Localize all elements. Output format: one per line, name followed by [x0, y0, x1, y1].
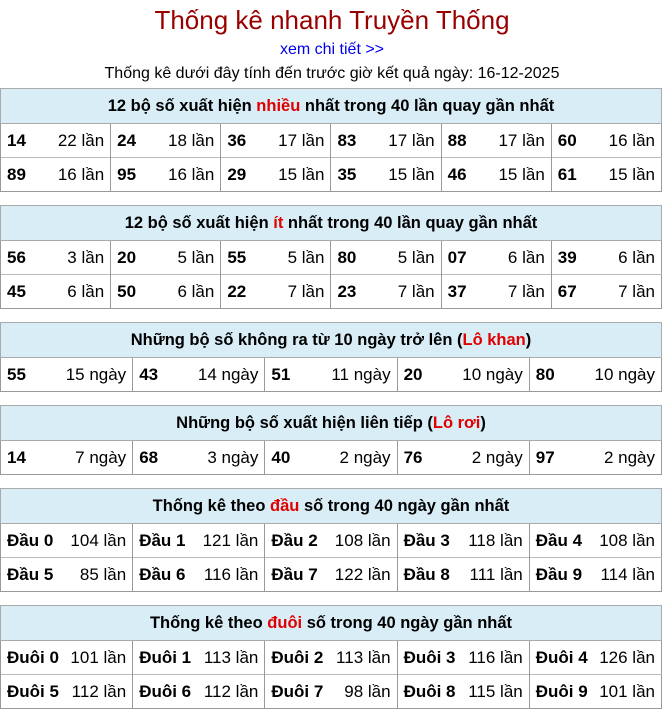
stat-key: Đầu 1 — [139, 530, 186, 550]
table-row — [1, 675, 662, 709]
table-row — [1, 158, 662, 192]
stat-count: 5 lần — [287, 247, 325, 267]
stat-cell — [529, 441, 661, 475]
stat-cell — [1, 124, 111, 158]
stat-count: 112 lần — [71, 681, 127, 701]
stat-cell — [441, 124, 551, 158]
stat-key: 80 — [337, 247, 357, 267]
stat-key: 80 — [535, 364, 555, 384]
stat-key: 89 — [7, 164, 26, 184]
table-row — [1, 358, 662, 392]
stat-count: 116 lần — [203, 564, 259, 584]
stat-cell — [551, 158, 661, 192]
stat-key: 07 — [447, 247, 467, 267]
heading-highlight: đuôi — [267, 613, 303, 632]
table-row — [1, 641, 662, 675]
stat-key: 14 — [7, 447, 26, 467]
stat-count: 10 ngày — [462, 364, 523, 384]
stat-key: 55 — [227, 247, 247, 267]
stat-cell — [1, 641, 133, 675]
stat-count: 111 lần — [469, 564, 523, 584]
stat-count: 11 ngày — [331, 364, 391, 384]
stat-key: 50 — [117, 281, 137, 301]
stat-key: Đầu 2 — [271, 530, 318, 550]
stat-count: 2 ngày — [603, 447, 655, 467]
stat-cell — [551, 241, 661, 275]
stat-key: 43 — [139, 364, 159, 384]
stat-key: 88 — [447, 130, 467, 150]
stat-key: Đuôi 3 — [403, 647, 456, 667]
stat-count: 7 lần — [287, 281, 325, 301]
most-frequent-table — [0, 88, 662, 192]
stat-cell — [133, 358, 265, 392]
stat-key: Đầu 8 — [403, 564, 450, 584]
heading-text: Những bộ số xuất hiện liên tiếp ( — [176, 413, 433, 432]
stat-key: Đầu 6 — [139, 564, 186, 584]
stat-count: 15 lần — [388, 164, 435, 184]
stat-key: Đuôi 7 — [271, 681, 324, 701]
stat-key: 37 — [447, 281, 467, 301]
stat-cell — [331, 124, 441, 158]
stat-cell — [133, 641, 265, 675]
stat-count: 18 lần — [167, 130, 215, 150]
table-row — [1, 241, 662, 275]
stat-count: 15 lần — [608, 164, 655, 184]
stat-cell — [265, 558, 397, 592]
stat-cell — [133, 558, 265, 592]
stat-cell — [111, 158, 221, 192]
stat-cell — [111, 124, 221, 158]
stat-count: 101 lần — [599, 681, 655, 701]
stat-cell — [397, 524, 529, 558]
date-subtitle: Thống kê dưới đây tính đến trước giờ kết quả ngày: 16-12-2025 — [104, 65, 560, 82]
stat-key: Đuôi 0 — [7, 647, 59, 667]
stat-count: 17 lần — [388, 130, 435, 150]
heading-text: số trong 40 ngày gần nhất — [302, 613, 513, 632]
stat-cell — [1, 241, 111, 275]
stat-key: 20 — [117, 247, 137, 267]
stat-key: 29 — [227, 164, 247, 184]
stat-count: 7 lần — [397, 281, 435, 301]
stat-cell — [111, 241, 221, 275]
stat-key: 95 — [117, 164, 137, 184]
stat-key: Đuôi 9 — [535, 681, 588, 701]
stat-count: 101 lần — [70, 647, 127, 667]
stat-key: 51 — [271, 364, 291, 384]
stat-cell — [441, 275, 551, 309]
stat-count: 10 ngày — [594, 364, 655, 384]
stat-count: 2 ngày — [339, 447, 391, 467]
stat-count: 6 lần — [67, 281, 105, 301]
stat-count: 14 ngày — [197, 364, 259, 384]
stat-count: 17 lần — [278, 130, 325, 150]
stat-key: 45 — [7, 281, 26, 301]
stat-key: 67 — [557, 281, 577, 301]
table-heading — [1, 489, 662, 524]
stat-key: 24 — [117, 130, 137, 150]
stat-key: 61 — [557, 164, 577, 184]
stat-count: 104 lần — [70, 530, 127, 550]
stat-key: Đuôi 4 — [535, 647, 588, 667]
stat-cell — [265, 358, 397, 392]
stat-cell — [551, 275, 661, 309]
stat-cell — [529, 524, 661, 558]
stat-key: Đuôi 8 — [403, 681, 456, 701]
stat-key: 35 — [337, 164, 357, 184]
stat-cell — [133, 675, 265, 709]
detail-link[interactable]: xem chi tiết >> — [279, 41, 385, 58]
stat-cell — [221, 124, 331, 158]
stat-cell — [397, 358, 529, 392]
stat-cell — [221, 275, 331, 309]
stat-key: Đuôi 2 — [271, 647, 324, 667]
stat-key: 23 — [337, 281, 357, 301]
stat-key: 60 — [557, 130, 577, 150]
stat-key: 83 — [337, 130, 357, 150]
stat-key: Đuôi 6 — [139, 681, 192, 701]
stat-cell — [1, 675, 133, 709]
lo-roi-table — [0, 405, 662, 475]
stat-count: 15 ngày — [65, 364, 127, 384]
table-heading — [1, 406, 662, 441]
stat-key: 68 — [139, 447, 159, 467]
head-digit-table — [0, 488, 662, 592]
heading-text: Thống kê theo — [152, 496, 271, 515]
stat-key: Đầu 4 — [535, 530, 583, 550]
stat-cell — [265, 675, 397, 709]
stat-cell — [1, 441, 133, 475]
stat-cell — [221, 241, 331, 275]
stat-count: 118 lần — [468, 530, 523, 550]
heading-text: Những bộ số không ra từ 10 ngày trở lên ( — [130, 330, 463, 349]
heading-text: ) — [480, 413, 486, 432]
stat-cell — [529, 558, 661, 592]
stat-count: 6 lần — [177, 281, 215, 301]
table-heading — [1, 606, 662, 641]
stat-key: 76 — [403, 447, 423, 467]
heading-highlight: đầu — [270, 496, 300, 515]
heading-text: nhất trong 40 lần quay gần nhất — [300, 96, 555, 115]
table-heading — [1, 323, 662, 358]
stat-count: 5 lần — [397, 247, 435, 267]
stat-count: 113 lần — [336, 647, 391, 667]
stat-count: 5 lần — [177, 247, 215, 267]
stat-key: 20 — [403, 364, 423, 384]
page-header — [0, 0, 664, 88]
stat-count: 113 lần — [203, 647, 259, 667]
table-heading — [1, 89, 662, 124]
stat-cell — [441, 158, 551, 192]
stat-count: 114 lần — [600, 564, 655, 584]
table-row — [1, 124, 662, 158]
stat-cell — [551, 124, 661, 158]
stat-count: 7 ngày — [75, 447, 127, 467]
table-row — [1, 441, 662, 475]
stat-count: 17 lần — [498, 130, 545, 150]
stat-cell — [265, 641, 397, 675]
stat-count: 3 lần — [67, 247, 105, 267]
table-heading — [1, 206, 662, 241]
stat-cell — [529, 641, 661, 675]
stat-cell — [331, 241, 441, 275]
stat-cell — [1, 358, 133, 392]
stat-cell — [529, 675, 661, 709]
stat-count: 3 ngày — [207, 447, 259, 467]
stat-cell — [397, 441, 529, 475]
heading-text: số trong 40 ngày gần nhất — [299, 496, 510, 515]
stat-cell — [133, 524, 265, 558]
stat-key: Đầu 7 — [271, 564, 318, 584]
stat-cell — [397, 641, 529, 675]
stat-count: 2 ngày — [471, 447, 523, 467]
stat-count: 16 lần — [167, 164, 215, 184]
page-title: Thống kê nhanh Truyền Thống — [154, 5, 510, 35]
stat-cell — [331, 158, 441, 192]
stat-key: Đầu 9 — [535, 564, 583, 584]
stat-count: 15 lần — [278, 164, 325, 184]
stat-key: 39 — [557, 247, 577, 267]
table-row — [1, 524, 662, 558]
stat-cell — [1, 558, 133, 592]
stat-cell — [331, 275, 441, 309]
stat-cell — [111, 275, 221, 309]
heading-text: ) — [525, 330, 532, 349]
stat-count: 115 lần — [468, 681, 523, 701]
stat-count: 15 lần — [498, 164, 545, 184]
table-row — [1, 275, 662, 309]
heading-highlight: Lô khan — [462, 330, 526, 349]
heading-text: Thống kê theo — [149, 613, 268, 632]
stat-count: 116 lần — [468, 647, 523, 667]
stat-cell — [397, 675, 529, 709]
stat-key: 40 — [271, 447, 291, 467]
heading-text: nhất trong 40 lần quay gần nhất — [283, 213, 538, 232]
stat-key: 14 — [7, 130, 26, 150]
stat-count: 126 lần — [599, 647, 655, 667]
stat-count: 85 lần — [79, 564, 127, 584]
stat-key: 46 — [447, 164, 467, 184]
stats-tables — [0, 88, 664, 709]
stat-key: 97 — [535, 447, 555, 467]
stat-cell — [397, 558, 529, 592]
heading-highlight: Lô rơi — [432, 413, 481, 432]
stat-count: 6 lần — [618, 247, 655, 267]
stat-key: Đầu 0 — [7, 530, 54, 550]
stat-count: 108 lần — [334, 530, 391, 550]
stat-count: 122 lần — [334, 564, 391, 584]
stat-cell — [133, 441, 265, 475]
stat-key: Đuôi 1 — [139, 647, 192, 667]
tail-digit-table — [0, 605, 662, 709]
stat-count: 16 lần — [608, 130, 655, 150]
stat-key: Đầu 5 — [7, 564, 54, 584]
stat-key: 55 — [7, 364, 26, 384]
stat-cell — [441, 241, 551, 275]
lo-khan-table — [0, 322, 662, 392]
stat-cell — [1, 524, 133, 558]
stat-count: 98 lần — [344, 681, 391, 701]
stat-cell — [1, 275, 111, 309]
stat-key: Đuôi 5 — [7, 681, 59, 701]
stat-key: 36 — [227, 130, 247, 150]
stat-cell — [265, 441, 397, 475]
stat-count: 7 lần — [618, 281, 655, 301]
stat-count: 121 lần — [202, 530, 259, 550]
heading-text: 12 bộ số xuất hiện — [107, 96, 257, 115]
stat-cell — [265, 524, 397, 558]
least-frequent-table — [0, 205, 662, 309]
stat-key: 22 — [227, 281, 247, 301]
stat-count: 112 lần — [203, 681, 259, 701]
heading-highlight: ít — [273, 213, 284, 232]
table-row — [1, 558, 662, 592]
heading-highlight: nhiều — [256, 96, 301, 115]
heading-text: 12 bộ số xuất hiện — [124, 213, 274, 232]
stat-key: Đầu 3 — [403, 530, 450, 550]
stat-key: 56 — [7, 247, 26, 267]
stat-count: 108 lần — [599, 530, 655, 550]
stat-count: 22 lần — [57, 130, 105, 150]
stat-cell — [1, 158, 111, 192]
stat-count: 6 lần — [507, 247, 545, 267]
stat-count: 16 lần — [57, 164, 105, 184]
stat-count: 7 lần — [507, 281, 545, 301]
stat-cell — [529, 358, 661, 392]
stat-cell — [221, 158, 331, 192]
